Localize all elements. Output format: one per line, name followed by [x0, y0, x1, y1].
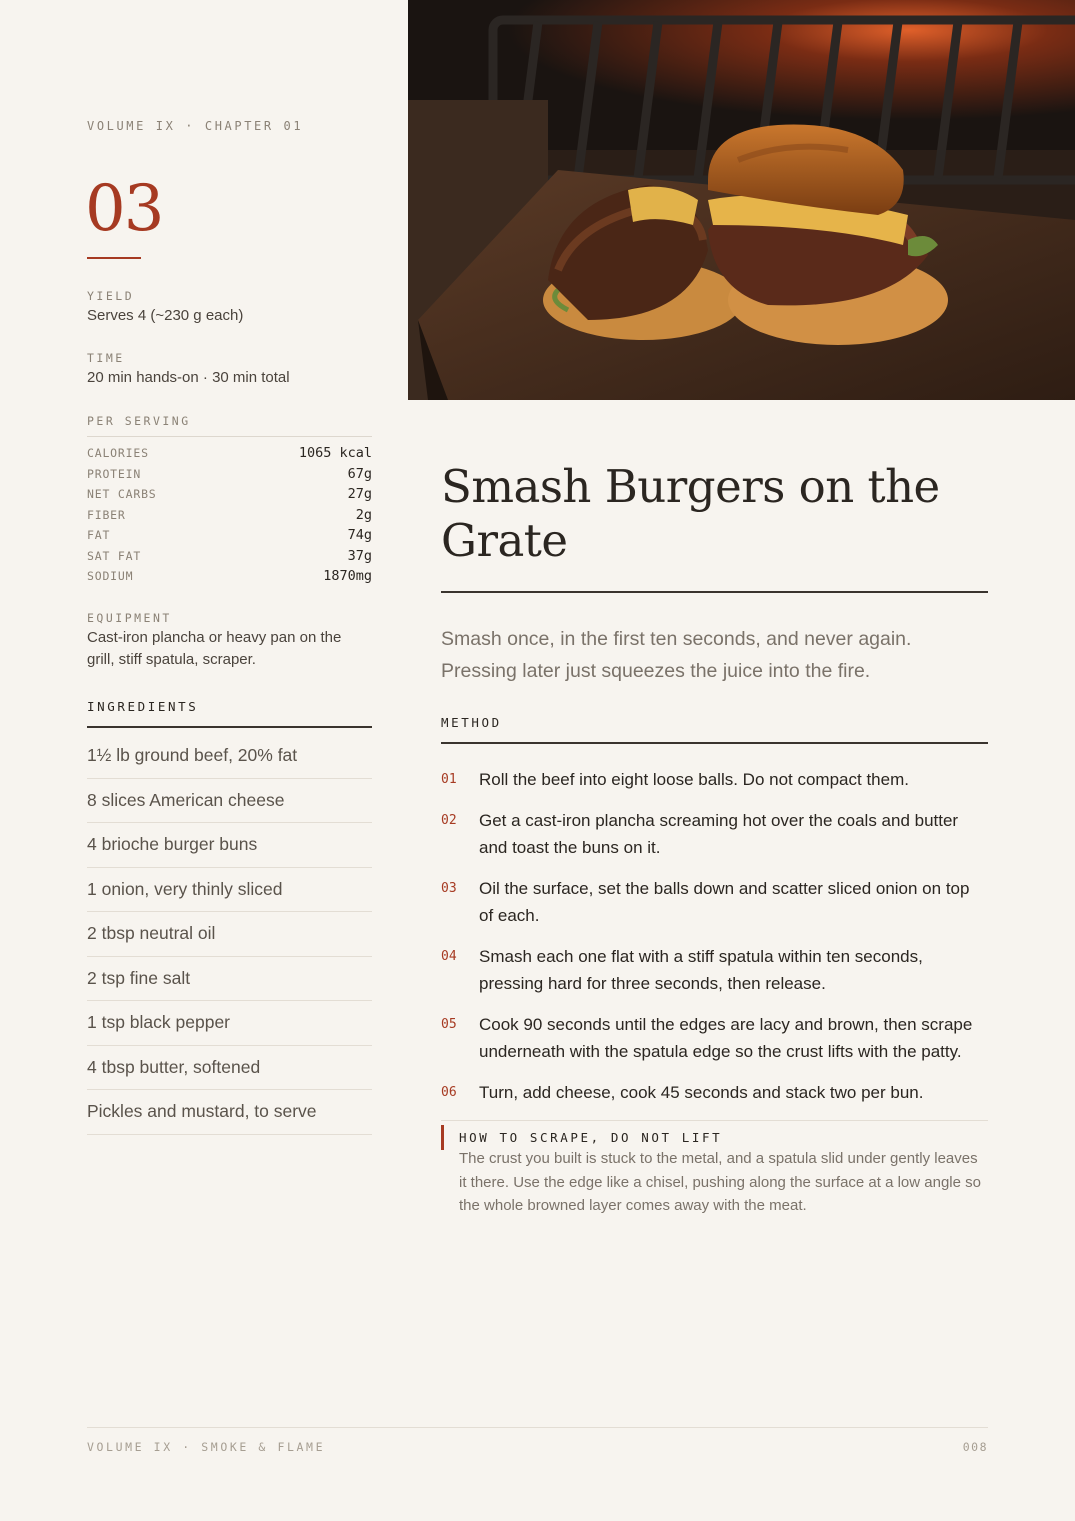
method-heading: METHOD [441, 715, 988, 744]
step-text: Roll the beef into eight loose balls. Do not compact them. [479, 770, 909, 789]
recipe-title: Smash Burgers on the Grate [441, 460, 940, 567]
nutrition-row [87, 507, 372, 528]
tip-body: The crust you built is stuck to the metal, and a spatula slid under gently leaves it there. Use the edge like a chisel, pushing along the surface at a low angle so the whole browned layer comes away with the meat. [459, 1150, 981, 1214]
nutrition-label: SODIUM [87, 569, 134, 583]
nutrition-value: 2g [355, 506, 372, 523]
chapter-kicker: VOLUME IX · CHAPTER 01 [87, 119, 304, 133]
method-step [441, 1011, 988, 1065]
step-number: 06 [441, 1085, 457, 1100]
method-step [441, 1079, 988, 1106]
time-value: 20 min hands-on · 30 min total [87, 369, 290, 386]
nutrition-row [87, 548, 372, 569]
ingredient-item: 4 brioche burger buns [87, 823, 372, 868]
yield-value: Serves 4 (~230 g each) [87, 307, 244, 324]
nutrition-row [87, 445, 372, 466]
method-steps [441, 766, 988, 1106]
ingredient-item: Pickles and mustard, to serve [87, 1090, 372, 1135]
method-step [441, 943, 988, 997]
burger-image [408, 0, 1075, 400]
nutrition-row [87, 466, 372, 487]
nutrition-row [87, 568, 372, 589]
burger-photo [408, 0, 1075, 400]
yield-block [87, 289, 372, 327]
time-block [87, 351, 372, 389]
equipment-block [87, 611, 372, 671]
time-label: TIME [87, 351, 125, 365]
footer-rule [87, 1427, 988, 1428]
nutrition-label: FIBER [87, 507, 126, 522]
title-rule [441, 591, 988, 593]
nutrition-table [87, 445, 372, 589]
ingredient-item: 4 tbsp butter, softened [87, 1046, 372, 1091]
nutrition-label: SAT FAT [87, 548, 142, 563]
tip-box [441, 1120, 988, 1218]
step-text: Cook 90 seconds until the edges are lacy and brown, then scrape underneath with the spatula edge so the crust lifts with the patty. [479, 1015, 973, 1061]
ingredients-block [87, 699, 372, 1135]
method-step [441, 875, 988, 929]
nutrition-value: 27g [347, 486, 372, 502]
recipe-main [441, 460, 988, 1218]
equipment-value: Cast-iron plancha or heavy pan on the grill, stiff spatula, scraper. [87, 629, 342, 668]
step-number: 03 [441, 881, 457, 896]
nutrition-value: 67g [347, 465, 372, 482]
nutrition-value: 1870mg [323, 568, 372, 584]
equipment-label: EQUIPMENT [87, 611, 172, 625]
step-number: 04 [441, 949, 457, 964]
ingredient-item: 1½ lb ground beef, 20% fat [87, 734, 372, 779]
nutrition-row [87, 527, 372, 548]
nutrition-value: 37g [347, 547, 372, 564]
nutrition-row [87, 486, 372, 507]
nutrition-block [87, 414, 372, 589]
recipe-dek: Smash once, in the first ten seconds, and never again. Pressing later just squeezes the juice into the fire. [441, 628, 912, 682]
ingredient-item: 2 tbsp neutral oil [87, 912, 372, 957]
step-text: Smash each one flat with a stiff spatula within ten seconds, pressing hard for three seconds, then release. [479, 947, 923, 993]
yield-label: YIELD [87, 289, 135, 303]
nutrition-label: PROTEIN [87, 466, 142, 481]
step-text: Turn, add cheese, cook 45 seconds and stack two per bun. [479, 1083, 924, 1102]
step-number: 02 [441, 813, 457, 828]
ingredient-item: 1 tsp black pepper [87, 1001, 372, 1046]
footer-title: VOLUME IX · SMOKE & FLAME [87, 1440, 326, 1454]
nutrition-label: CALORIES [87, 446, 149, 460]
ingredient-item: 1 onion, very thinly sliced [87, 868, 372, 913]
nutrition-value: 1065 kcal [298, 445, 372, 461]
per-serving-label: PER SERVING [87, 414, 372, 437]
ingredients-list [87, 734, 372, 1135]
step-number: 01 [441, 772, 457, 787]
chapter-number: 03 [85, 172, 163, 246]
method-step [441, 766, 988, 793]
nutrition-label: NET CARBS [87, 487, 157, 501]
tip-accent-bar [441, 1125, 444, 1150]
method-step [441, 807, 988, 861]
step-number: 05 [441, 1017, 457, 1032]
ingredient-item: 8 slices American cheese [87, 779, 372, 824]
ingredients-heading: INGREDIENTS [87, 699, 372, 728]
nutrition-label: FAT [87, 528, 111, 542]
page-number: 008 [962, 1440, 988, 1454]
tip-heading: HOW TO SCRAPE, DO NOT LIFT [459, 1130, 723, 1145]
chapter-rule [87, 257, 141, 259]
ingredient-item: 2 tsp fine salt [87, 957, 372, 1002]
step-text: Get a cast-iron plancha screaming hot over the coals and butter and toast the buns on it. [479, 811, 959, 857]
nutrition-value: 74g [347, 527, 372, 543]
step-text: Oil the surface, set the balls down and scatter sliced onion on top of each. [479, 879, 970, 925]
